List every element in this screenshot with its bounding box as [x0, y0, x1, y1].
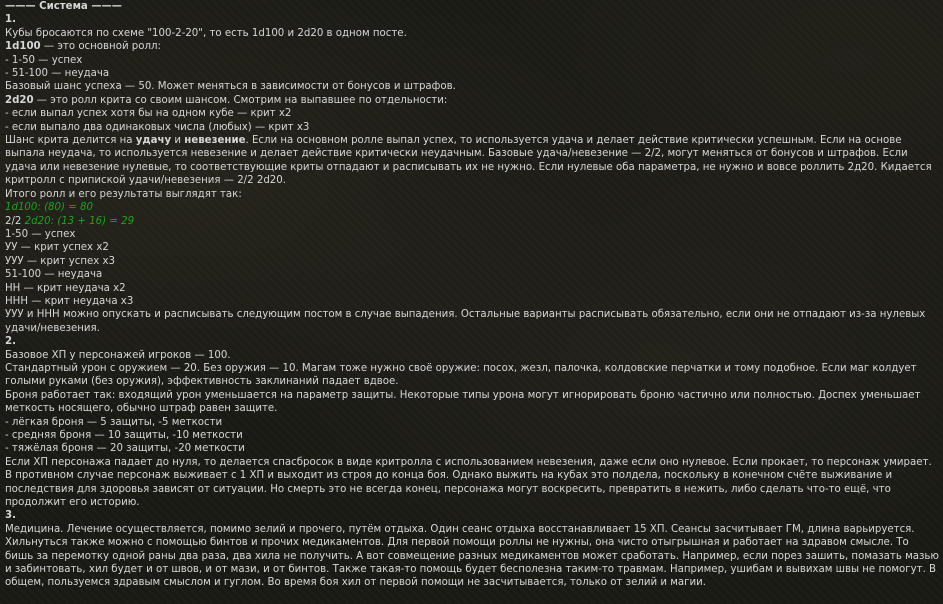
roll-prefix: 2/2 [5, 215, 25, 227]
list-item: НН — крит неудача x2 [5, 282, 126, 294]
dice-scheme-text: Кубы бросаются по схеме "100-2-20", то есть 1d100 и 2d20 в одном посте. [5, 27, 407, 39]
luck-term: удачу [135, 135, 172, 147]
armor-medium: - средняя броня — 10 защиты, -10 меткости [5, 430, 243, 441]
medicine-paragraph: Медицина. Лечение осуществляется, помимо зелий и прочего, путём отдыха. Один сеанс отдыха восстанавливает 15 ХП. Сеансы засчитывает ГМ, длина варьируется. Хильнуться также можно с помощью бинтов и прочих медикаментов. Для первой помощи роллы не нужны, она чисто отыгрышная и работает на здравом смысле. То бишь за перемотку одной раны два раза, два хила не получить. А вот совмещение разных медикаментов может сработать. Например, если порез зашить, помазать мазью и забинтовать, хил будет и от швов, и от мази, и от бинтов. Также такая-то помощь будет бесполезна таким-то травмам. Например, ушибам и вывихам швы не помогут. В общем, пользуемся здравым смыслом и гуглом. Во время боя хил от первой помощи не засчитывается, только от зелий и магии. [5, 523, 940, 589]
d100-definition [5, 40, 939, 53]
section-number-1: 1. [5, 14, 16, 26]
example-intro: Итого ролл и его результаты выглядят так: [5, 188, 242, 200]
armor-light: - лёгкая броня — 5 защиты, -5 меткости [5, 416, 223, 428]
d100-success: - 1-50 — успех [5, 54, 83, 66]
list-item: 51-100 — неудача [5, 269, 103, 281]
damage-paragraph: Стандартный урон с оружием — 20. Без оружия — 10. Магам тоже нужно своё оружие: посох, жезл, палочка, колдовские перчатки и тому подобное. Если маг колдует голыми руками (без оружия), эффективность заклинаний падает вдвое. [5, 362, 917, 388]
base-chance-text: Базовый шанс успеха — 50. Может меняться в зависимости от бонусов и штрафов. [5, 81, 456, 93]
base-hp-text: Базовое ХП у персонажей игроков — 100. [5, 349, 231, 361]
post-body [5, 0, 939, 590]
d20-label: 2d20 [5, 94, 34, 106]
roll-result-d100: 1d100: (80) = 80 [5, 202, 93, 214]
armor-paragraph: Броня работает так: входящий урон уменьшается на параметр защиты. Некоторые типы урона могут игнорировать броню частично или полностью. Доспех уменьшает меткость носящего, обычно штраф равен защите. [5, 389, 921, 415]
crit-paragraph [5, 134, 939, 188]
d20-rule-two: - если выпало два одинаковых числа (любых) — крит x3 [5, 121, 310, 133]
list-item: УУ — крит успех x2 [5, 242, 109, 254]
roll-result-d20: 2d20: (13 + 16) = 29 [24, 215, 135, 227]
crit-text-end: . Если на основном ролле выпал успех, то используется удача и делает действие критически успешным. Если на основе выпала неудача, то используется невезение и делает действие критически неудачным. Базовые удача/невезение — 2/2, могут меняться от бонусов и штрафов. Если удача или невезение нулевые, то соответствующие криты отпадают и расписывать их не нужно. Если нулевые оба параметра, не нужно и вовсе роллить 2д20. Кидается критролл с припиской удачи/невезения — 2/2 2d20. [5, 135, 932, 187]
list-item: ННН — крит неудача x3 [5, 295, 134, 307]
armor-heavy: - тяжёлая броня — 20 защиты, -20 меткости [5, 443, 245, 455]
d100-label: 1d100 [5, 41, 41, 53]
section-number-2: 2. [5, 336, 16, 348]
d20-text: — это ролл крита со своим шансом. Смотрим на выпавшее по отдельности: [33, 94, 448, 106]
d20-rule-one: - если выпал успех хотя бы на одном кубе — крит x2 [5, 108, 292, 120]
d100-text: — это основной ролл: [40, 41, 161, 53]
roll-result-d20-line [5, 215, 939, 228]
section-number-3: 3. [5, 510, 16, 522]
section-heading: ——— Система ——— [5, 1, 122, 12]
results-note: УУУ и ННН можно опускать и расписывать следующим постом в случае выпадения. Остальные варианты расписывать обязательно, если они не отпадают из-за нулевых удачи/невезения. [5, 309, 926, 334]
misluck-term: невезение [184, 135, 246, 147]
d20-definition [5, 94, 939, 107]
list-item: 1-50 — успех [5, 228, 76, 240]
death-paragraph: Если ХП персонажа падает до нуля, то делается спасбросок в виде критролла с использованием невезения, даже если оно нулевое. Если прокает, то персонаж умирает. В противном случае персонаж выживает с 1 ХП и выходит из строя до конца боя. Однако выжить на кубах это полдела, поскольку в конечном счёте выживание и последствия для здоровья зависят от ситуации. Но смерть это не всегда конец, персонажа могут воскресить, превратить в нежить, либо сделать что-то ещё, что продолжит его историю. [5, 456, 932, 509]
crit-text-start: Шанс крита делится на [5, 135, 136, 147]
d100-fail: - 51-100 — неудача [5, 68, 110, 80]
list-item: УУУ — крит успех x3 [5, 255, 116, 267]
crit-and: и [171, 135, 185, 147]
